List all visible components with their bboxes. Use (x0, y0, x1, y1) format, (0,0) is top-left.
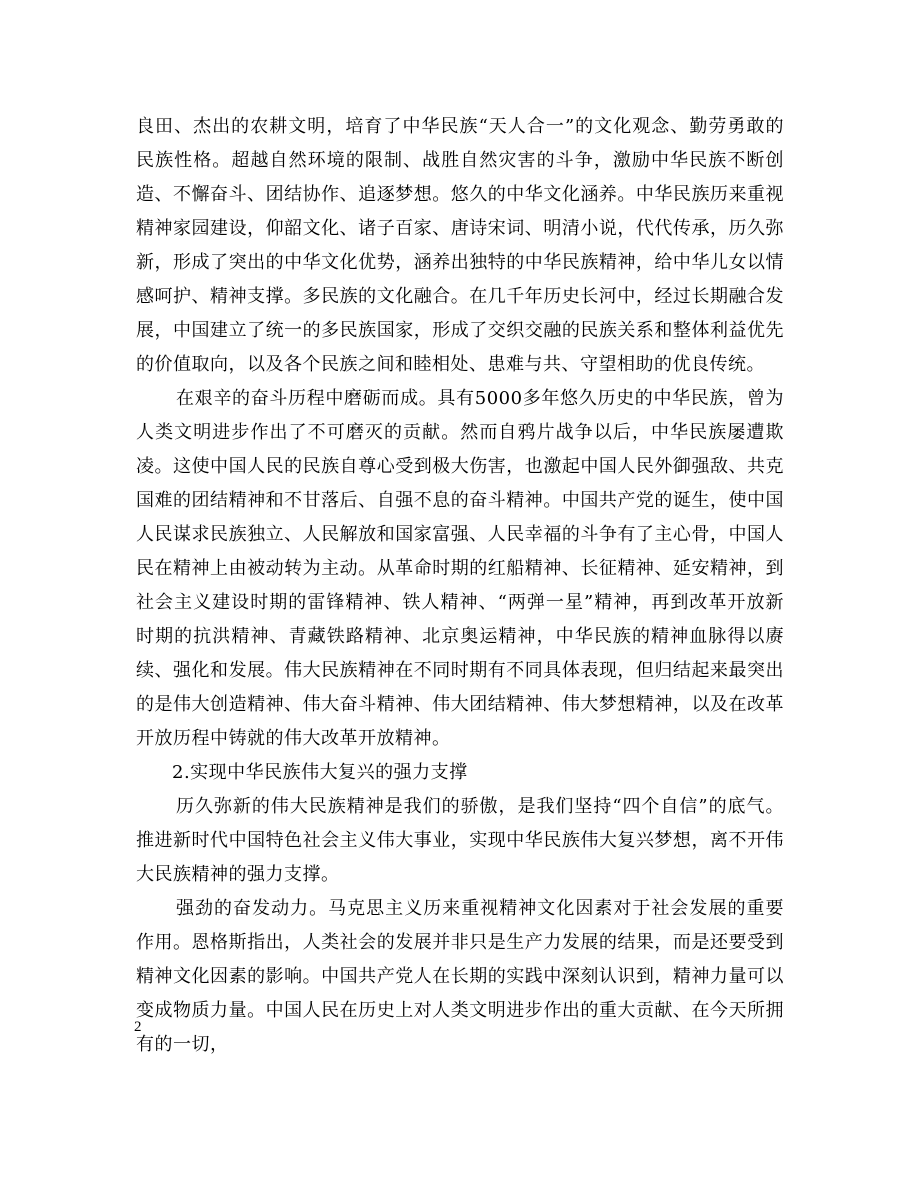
body-paragraph: 良田、杰出的农耕文明，培育了中华民族“天人合一”的文化观念、勤劳勇敢的民族性格。超越自然环境的限制、战胜自然灾害的斗争，激励中华民族不断创造、不懈奋斗、团结协作、追逐梦想。悠久的中华文化涵养。中华民族历来重视精神家园建设，仰韶文化、诸子百家、唐诗宋词、明清小说，代代传承，历久弥新，形成了突出的中华文化优势，涵养出独特的中华民族精神，给中华儿女以情感呵护、精神支撑。多民族的文化融合。在几千年历史长河中，经过长期融合发展，中国建立了统一的多民族国家，形成了交织交融的民族关系和整体利益优先的价值取向，以及各个民族之间和睦相处、患难与共、守望相助的优良传统。 (136, 116, 784, 375)
section-heading: 2.实现中华民族伟大复兴的强力支撑 (172, 762, 468, 783)
body-paragraph: 历久弥新的伟大民族精神是我们的骄傲，是我们坚持“四个自信”的底气。推进新时代中国特色社会主义伟大事业，实现中华民族伟大复兴梦想，离不开伟大民族精神的强力支撑。 (136, 796, 784, 885)
document-body (136, 110, 784, 1062)
page-number: 2 (134, 1019, 142, 1035)
body-paragraph: 强劲的奋发动力。马克思主义历来重视精神文化因素对于社会发展的重要作用。恩格斯指出，人类社会的发展并非只是生产力发展的结果，而是还要受到精神文化因素的影响。中国共产党人在长期的实践中深刻认识到，精神力量可以变成物质力量。中国人民在历史上对人类文明进步作出的重大贡献、在今天所拥有的一切， (136, 898, 784, 1055)
body-paragraph: 在艰辛的奋斗历程中磨砺而成。具有5000多年悠久历史的中华民族，曾为人类文明进步作出了不可磨灭的贡献。然而自鸦片战争以后，中华民族屡遭欺凌。这使中国人民的民族自尊心受到极大伤害，也激起中国人民外御强敌、共克国难的团结精神和不甘落后、自强不息的奋斗精神。中国共产党的诞生，使中国人民谋求民族独立、人民解放和国家富强、人民幸福的斗争有了主心骨，中国人民在精神上由被动转为主动。从革命时期的红船精神、长征精神、延安精神，到社会主义建设时期的雷锋精神、铁人精神、“两弹一星”精神，再到改革开放新时期的抗洪精神、青藏铁路精神、北京奥运精神，中华民族的精神血脉得以赓续、强化和发展。伟大民族精神在不同时期有不同具体表现，但归结起来最突出的是伟大创造精神、伟大奋斗精神、伟大团结精神、伟大梦想精神，以及在改革开放历程中铸就的伟大改革开放精神。 (136, 388, 784, 749)
